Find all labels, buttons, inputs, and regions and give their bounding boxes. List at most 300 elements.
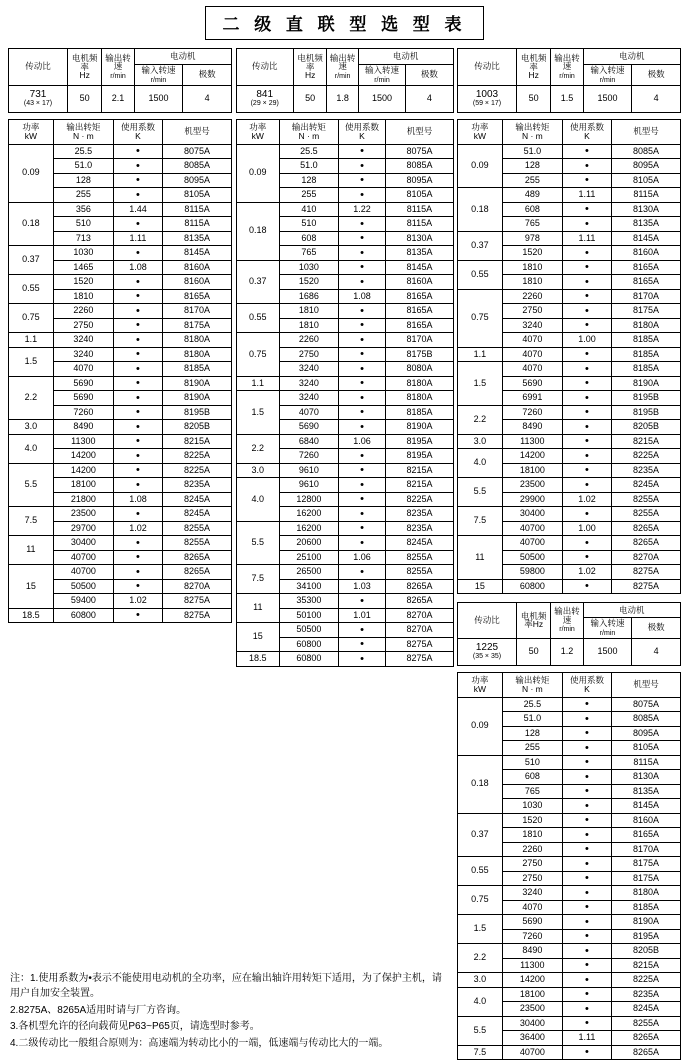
model-cell: 8190A [612,376,681,391]
model-cell: 8145A [163,246,232,261]
torque-cell: 255 [502,741,562,756]
model-cell: 8275A [612,565,681,580]
model-cell: 8160A [163,275,232,290]
torque-cell: 25100 [280,550,339,565]
torque-cell: 1520 [53,275,113,290]
ratio-header-label: 传动比 [236,49,293,86]
factor-cell: 1.00 [562,521,611,536]
table-row [458,813,681,828]
model-cell: 8190A [163,391,232,406]
torque-cell: 1030 [280,260,339,275]
motor-freq-header: 电机频率 Hz [67,49,101,86]
torque-cell: 3240 [502,318,562,333]
torque-cell: 11300 [502,958,562,973]
power-cell: 0.55 [9,275,54,304]
power-cell: 0.37 [458,813,503,857]
torque-cell: 14200 [502,449,562,464]
model-cell: 8085A [386,159,453,174]
spec-body-1225 [458,697,681,1060]
torque-cell: 51.0 [280,159,339,174]
in-speed-header: 输入转速 r/min [134,65,183,86]
model-header: 机型号 [612,672,681,697]
model-cell: 8265A [163,565,232,580]
torque-cell: 6991 [502,391,562,406]
factor-cell: • [562,944,611,959]
factor-cell: • [562,741,611,756]
torque-cell: 1465 [53,260,113,275]
factor-cell: • [113,347,162,362]
table-row [9,144,232,159]
model-cell: 8255A [163,521,232,536]
model-cell: 8085A [612,712,681,727]
table-row [458,144,681,159]
poles-header: 极数 [632,618,681,639]
torque-cell: 18100 [53,478,113,493]
factor-cell: • [562,726,611,741]
model-cell: 8075A [163,144,232,159]
power-cell: 1.1 [236,376,280,391]
factor-cell: • [562,579,611,594]
factor-cell: • [113,159,162,174]
factor-cell: • [338,565,386,580]
torque-cell: 765 [502,784,562,799]
factor-cell: • [562,260,611,275]
model-cell: 8265A [386,579,453,594]
factor-header: 使用系数 K [338,119,386,144]
columns-container [0,48,689,1060]
torque-cell: 1810 [280,318,339,333]
torque-cell: 23500 [502,478,562,493]
model-cell: 8235A [386,507,453,522]
torque-cell: 510 [53,217,113,232]
factor-cell: • [113,449,162,464]
model-header: 机型号 [163,119,232,144]
factor-cell: • [338,492,386,507]
factor-cell: • [113,478,162,493]
torque-cell: 14200 [53,449,113,464]
table-row [9,304,232,319]
model-cell: 8175A [163,318,232,333]
ratio-table-841 [236,48,454,113]
ratio-inspeed-cell: 1500 [134,85,183,112]
factor-cell: • [113,173,162,188]
power-cell: 0.37 [9,246,54,275]
factor-cell: 1.02 [562,565,611,580]
table-row [236,202,453,217]
power-cell: 15 [458,579,503,594]
table-row [9,536,232,551]
factor-cell: • [562,770,611,785]
power-cell: 0.09 [458,144,503,188]
torque-cell: 2750 [280,347,339,362]
table-row [458,347,681,362]
torque-cell: 60800 [280,652,339,667]
model-cell: 8130A [386,231,453,246]
factor-cell: • [113,565,162,580]
table-row [458,1045,681,1060]
table-row [236,463,453,478]
torque-cell: 59400 [53,594,113,609]
note-1: 注：1.使用系数为•表示不能使用电动机的全功率，应在输出轴许用转矩下适用，为了保护主机，请用户自加安全装置。 [10,971,450,1002]
model-cell: 8255A [163,536,232,551]
torque-cell: 40700 [53,565,113,580]
model-cell: 8105A [612,173,681,188]
model-cell: 8255A [612,492,681,507]
torque-cell: 40700 [502,1045,562,1060]
model-cell: 8270A [163,579,232,594]
table-row [236,478,453,493]
model-cell: 8130A [612,770,681,785]
torque-cell: 8490 [502,944,562,959]
model-cell: 8235A [386,521,453,536]
torque-cell: 5690 [53,391,113,406]
factor-cell: • [113,333,162,348]
power-cell: 11 [9,536,54,565]
model-cell: 8145A [612,231,681,246]
table-row [458,579,681,594]
model-cell: 8265A [386,594,453,609]
model-cell: 8275A [386,652,453,667]
column-731 [8,48,232,1060]
factor-cell: 1.02 [113,594,162,609]
model-cell: 8095A [386,173,453,188]
torque-header: 输出转矩 N · m [53,119,113,144]
torque-cell: 11300 [502,434,562,449]
model-cell: 8160A [612,246,681,261]
ratio-outspeed-cell: 1.8 [327,85,358,112]
model-cell: 8135A [612,784,681,799]
model-cell: 8145A [612,799,681,814]
factor-cell: • [338,159,386,174]
model-cell: 8190A [163,376,232,391]
table-row [458,507,681,522]
model-cell: 8185A [386,405,453,420]
factor-cell: • [562,755,611,770]
factor-header: 使用系数 K [562,672,611,697]
model-cell: 8185A [612,900,681,915]
factor-cell: 1.08 [113,260,162,275]
torque-cell: 51.0 [502,144,562,159]
factor-cell: • [113,608,162,623]
factor-cell: • [562,376,611,391]
torque-cell: 4070 [502,333,562,348]
spec-header-row [236,119,453,144]
model-cell: 8115A [386,202,453,217]
factor-cell: • [338,536,386,551]
ratio-header-row [9,49,232,65]
ratio-inspeed-cell: 1500 [583,638,632,665]
model-cell: 8195B [612,391,681,406]
spec-table-1003 [457,119,681,595]
model-cell: 8195A [386,434,453,449]
model-cell: 8195A [386,449,453,464]
ratio-value-row [9,85,232,112]
ratio-inspeed-cell: 1500 [358,85,405,112]
model-cell: 8225A [163,463,232,478]
model-cell: 8270A [612,550,681,565]
spec-table-1225 [457,672,681,1060]
table-row [9,420,232,435]
factor-cell: 1.11 [562,188,611,203]
torque-cell: 3240 [280,376,339,391]
model-cell: 8180A [612,318,681,333]
factor-cell: 1.02 [113,521,162,536]
table-row [236,434,453,449]
torque-cell: 978 [502,231,562,246]
torque-cell: 489 [502,188,562,203]
factor-cell: • [338,362,386,377]
model-cell: 8225A [163,449,232,464]
power-cell: 7.5 [236,565,280,594]
factor-cell: • [338,376,386,391]
factor-cell: • [338,347,386,362]
torque-cell: 25.5 [280,144,339,159]
model-cell: 8215A [386,478,453,493]
torque-cell: 1520 [502,813,562,828]
model-cell: 8215A [386,463,453,478]
model-cell: 8115A [163,202,232,217]
spec-header-row [458,672,681,697]
factor-cell: • [338,594,386,609]
table-row [9,275,232,290]
torque-cell: 35300 [280,594,339,609]
model-cell: 8245A [163,507,232,522]
factor-cell: • [113,405,162,420]
torque-cell: 16200 [280,521,339,536]
torque-cell: 128 [502,726,562,741]
factor-cell: • [338,637,386,652]
torque-cell: 18100 [502,987,562,1002]
ratio-table-1003 [457,48,681,113]
model-cell: 8255A [386,550,453,565]
factor-cell: • [338,231,386,246]
torque-cell: 36400 [502,1031,562,1046]
factor-cell: • [562,202,611,217]
table-row [236,652,453,667]
power-cell: 0.75 [458,886,503,915]
torque-cell: 40700 [502,536,562,551]
model-cell: 8095A [612,159,681,174]
torque-cell: 14200 [502,973,562,988]
factor-cell: • [562,1045,611,1060]
factor-cell: • [338,318,386,333]
torque-cell: 29900 [502,492,562,507]
model-cell: 8165A [386,289,453,304]
model-cell: 8115A [386,217,453,232]
model-cell: 8105A [386,188,453,203]
model-cell: 8185A [612,333,681,348]
torque-cell: 21800 [53,492,113,507]
factor-cell: • [338,507,386,522]
factor-cell: • [113,536,162,551]
table-row [458,944,681,959]
ratio-value-cell: 1003 (59 × 17) [458,85,517,112]
torque-cell: 20600 [280,536,339,551]
power-cell: 1.1 [9,333,54,348]
torque-cell: 765 [502,217,562,232]
out-speed-header: 输出转速 r/min [102,49,134,86]
factor-cell: • [562,434,611,449]
model-cell: 8180A [163,333,232,348]
torque-cell: 60800 [502,579,562,594]
torque-cell: 30400 [502,507,562,522]
factor-cell: • [562,173,611,188]
factor-cell: • [562,391,611,406]
model-cell: 8265A [612,521,681,536]
model-cell: 8255A [386,565,453,580]
ratio-outspeed-cell: 2.1 [102,85,134,112]
model-cell: 8170A [612,842,681,857]
factor-cell: 1.00 [562,333,611,348]
model-cell: 8265A [612,536,681,551]
table-row [458,536,681,551]
power-cell: 0.55 [236,304,280,333]
motor-freq-header: 电机频率 Hz [516,49,550,86]
factor-cell: • [562,973,611,988]
model-cell: 8160A [163,260,232,275]
factor-cell: • [338,420,386,435]
ratio-table-731 [8,48,232,113]
factor-cell: • [338,478,386,493]
power-cell: 7.5 [458,507,503,536]
factor-cell: • [562,362,611,377]
factor-cell: • [113,275,162,290]
torque-cell: 608 [502,202,562,217]
model-cell: 8205B [612,420,681,435]
ratio-value-cell: 1225 (35 × 35) [458,638,517,665]
model-cell: 8185A [612,362,681,377]
torque-cell: 3240 [280,391,339,406]
torque-cell: 8490 [53,420,113,435]
table-row [236,304,453,319]
model-cell: 8175A [612,871,681,886]
power-cell: 0.18 [9,202,54,246]
torque-cell: 1520 [280,275,339,290]
model-cell: 8135A [612,217,681,232]
column-841 [236,48,454,1060]
factor-cell: • [562,463,611,478]
factor-cell: • [562,828,611,843]
model-cell: 8170A [612,289,681,304]
model-header: 机型号 [386,119,453,144]
table-row [9,434,232,449]
torque-cell: 7260 [280,449,339,464]
power-cell: 15 [9,565,54,609]
power-cell: 0.18 [236,202,280,260]
factor-cell: • [562,246,611,261]
factor-header: 使用系数 K [113,119,162,144]
torque-cell: 8490 [502,420,562,435]
table-row [458,231,681,246]
factor-cell: 1.02 [562,492,611,507]
torque-header: 输出转矩 N · m [280,119,339,144]
motor-header: 电动机 [358,49,453,65]
torque-cell: 3240 [280,362,339,377]
torque-cell: 23500 [53,507,113,522]
ratio-header-label: 传动比 [458,603,517,639]
table-row [458,973,681,988]
factor-cell: 1.11 [562,1031,611,1046]
model-header: 机型号 [612,119,681,144]
note-2: 2.8275A、8265A适用时请与厂方咨询。 [10,1003,450,1019]
factor-cell: 1.22 [338,202,386,217]
torque-cell: 40700 [53,550,113,565]
power-cell: 0.09 [458,697,503,755]
table-row [458,987,681,1002]
model-cell: 8160A [386,275,453,290]
torque-cell: 40700 [502,521,562,536]
model-cell: 8215A [163,434,232,449]
table-row [9,608,232,623]
torque-cell: 51.0 [53,159,113,174]
model-cell: 8275A [163,608,232,623]
power-cell: 4.0 [458,449,503,478]
factor-cell: 1.03 [338,579,386,594]
factor-cell: • [338,333,386,348]
in-speed-header: 输入转速 r/min [358,65,405,86]
model-cell: 8225A [612,973,681,988]
table-row [458,915,681,930]
model-cell: 8095A [163,173,232,188]
table-row [458,449,681,464]
table-row [9,463,232,478]
model-cell: 8075A [386,144,453,159]
table-row [236,376,453,391]
model-cell: 8085A [163,159,232,174]
model-cell: 8105A [612,741,681,756]
power-cell: 3.0 [458,434,503,449]
notes-block [10,971,450,1053]
factor-cell: • [338,405,386,420]
spec-body-731 [9,144,232,623]
ratio-freq-cell: 50 [293,85,327,112]
power-cell: 0.37 [458,231,503,260]
torque-cell: 60800 [280,637,339,652]
power-cell: 0.18 [458,188,503,232]
table-row [236,333,453,348]
factor-cell: • [113,144,162,159]
torque-cell: 7260 [53,405,113,420]
factor-cell: • [562,347,611,362]
torque-cell: 60800 [53,608,113,623]
ratio-header-row [458,603,681,618]
torque-cell: 1686 [280,289,339,304]
table-row [9,347,232,362]
torque-cell: 3240 [53,333,113,348]
model-cell: 8265A [612,1031,681,1046]
factor-cell: • [562,536,611,551]
table-row [458,362,681,377]
power-header: 功率 kW [236,119,280,144]
power-cell: 18.5 [9,608,54,623]
model-cell: 8130A [612,202,681,217]
torque-cell: 5690 [280,420,339,435]
power-cell: 5.5 [9,463,54,507]
selection-table-page [0,6,689,1060]
torque-cell: 30400 [502,1016,562,1031]
factor-cell: • [338,260,386,275]
spec-header-row [458,119,681,144]
power-cell: 4.0 [236,478,280,522]
model-cell: 8075A [612,697,681,712]
table-row [458,478,681,493]
power-cell: 11 [236,594,280,623]
table-row [236,521,453,536]
poles-header: 极数 [406,65,453,86]
ratio-table-1225 [457,602,681,666]
torque-cell: 128 [280,173,339,188]
ratio-value-cell: 841 (29 × 29) [236,85,293,112]
